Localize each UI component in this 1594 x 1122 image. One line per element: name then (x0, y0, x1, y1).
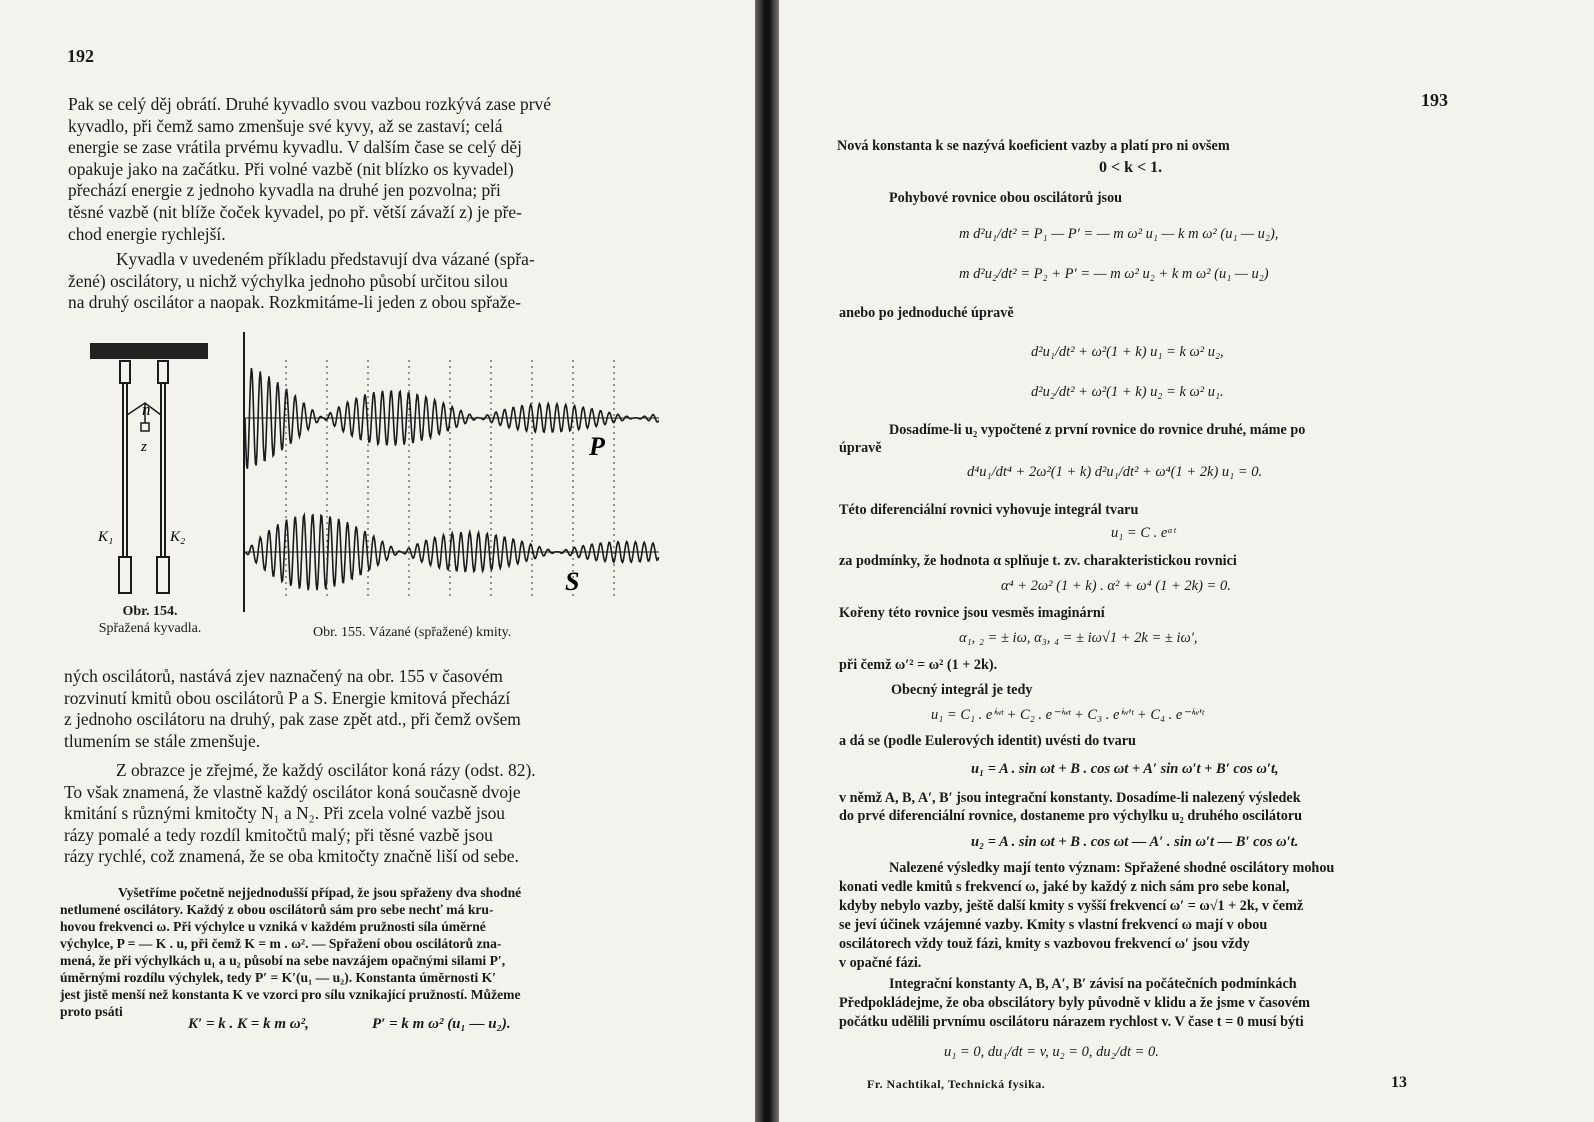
text-line: úpravě (839, 440, 882, 456)
text-line: chod energie rychlejší. (68, 223, 226, 244)
paragraph-initial-conditions (839, 975, 1459, 1032)
paragraph-4 (64, 760, 684, 868)
label-k2: K₂ (170, 529, 186, 545)
text-line: tlumením se stále zmenšuje. (64, 730, 261, 751)
text-line: oscilátorech vždy touž fázi, kmity s vazbovou frekvencí ω′ jsou vždy (839, 936, 1250, 952)
caption-line: Spřažená kyvadla. (98, 621, 202, 636)
footer-author: Fr. Nachtikal, Technická fysika. (867, 1077, 1046, 1091)
text-line: opakuje jako na začátku. Při volné vazbě (nit blízko os kyvadel) (68, 158, 514, 179)
text-line: Dosadíme-li u₂ vypočtené z první rovnice do rovnice druhé, máme po (889, 422, 1306, 438)
oscillation-trace (245, 515, 659, 590)
text-line: To však znamená, že vlastně každý oscilátor koná současně dvoje (64, 781, 521, 802)
small-print-block (60, 884, 684, 1020)
text-line: rozvinutí kmitů obou oscilátorů P a S. Energie kmitová přechází (64, 687, 511, 708)
paragraph-meaning (839, 859, 1459, 973)
paragraph-3 (64, 666, 684, 752)
text-line: rázy pomalé a tedy rozdíl kmitočtů malý; při těsné vazbě jsou (64, 824, 493, 845)
equation-fourth-order: d⁴u₁/dt⁴ + 2ω²(1 + k) d²u₁/dt² + ω⁴(1 + 2k) u₁ = 0. (967, 464, 1263, 480)
dotted-guides (286, 360, 614, 600)
equation-characteristic: α⁴ + 2ω² (1 + k) . α² + ω⁴ (1 + 2k) = 0. (1001, 578, 1231, 594)
equation-reduced-1: d²u₁/dt² + ω²(1 + k) u₁ = k ω² u₂, (1031, 344, 1224, 360)
signature-number: 13 (1391, 1074, 1407, 1091)
text-line: výchylce, P = — K . u, při čemž K = m . ω². — Spřažení obou oscilátorů zna- (60, 936, 502, 951)
text-line: Z obrazce je zřejmé, že každý oscilátor koná rázy (odst. 82). (116, 760, 536, 780)
equation-p-prime: P′ = k m ω² (u₁ — u₂). (372, 1016, 511, 1032)
paragraph-2 (68, 249, 684, 314)
text-line: Pak se celý děj obrátí. Druhé kyvadlo svou vazbou rozkývá zase prvé (68, 94, 551, 114)
label-s: S (565, 567, 580, 596)
text-line: Kořeny této rovnice jsou vesměs imaginární (839, 605, 1105, 621)
text-line: kdyby nebylo vazby, ještě další kmity s vyšší frekvencí ω′ = ω√1 + 2k, v čemž (839, 898, 1304, 914)
label-n: n (142, 400, 151, 419)
equation-integral-form: u₁ = C . eᵅᵗ (1111, 525, 1176, 541)
left-page (0, 0, 755, 1122)
text-line: přechází energie z jednoho kyvadla na druhé jen pozvolna; při (68, 180, 501, 201)
text-line: Této diferenciální rovnici vyhovuje integrál tvaru (839, 502, 1139, 518)
text-line: Kyvadla v uvedeném příkladu představují dva vázané (spřa- (116, 249, 535, 269)
text-line: Pohybové rovnice obou oscilátorů jsou (889, 190, 1123, 206)
coupling-weight (141, 423, 149, 431)
text-line: žené) oscilátory, u nichž výchylka jednoho působí určitou silou (68, 270, 508, 291)
text-line: kyvadlo, při čemž samo zmenšuje své kyvy, až se zastaví; celá (68, 115, 503, 136)
pendulum-2-clamp (158, 361, 168, 383)
equation-k-prime: K′ = k . K = k m ω², (188, 1016, 309, 1032)
pendulum-2-bob (157, 557, 169, 593)
text-line: v němž A, B, A′, B′ jsou integrační konstanty. Dosadíme-li nalezený výsledek (839, 790, 1301, 806)
text-line: konati vedle kmitů s frekvencí ω, jaké by každý z nich sám pro sebe konal, (839, 879, 1290, 895)
text-line: rázy rychlé, což znamená, že se oba kmitočty značně liší od sebe. (64, 846, 519, 867)
text-line: kmitání s různými kmitočty N₁ a N₂. Při zcela volné vazbě jsou (64, 803, 505, 824)
text-line: Vyšetříme početně nejjednodušší případ, že jsou spřaženy dva shodné (118, 885, 522, 900)
label-z: z (141, 439, 147, 455)
text-line: hovou frekvenci ω. Při výchylce u vzniká v každém pružnosti síla úměrné (60, 919, 486, 934)
text-line: těsné vazbě (nit blíže čoček kyvadel, po př. větší závaží z) je pře- (68, 201, 522, 222)
equation-u2: u₂ = A . sin ωt + B . cos ωt — A′ . sin ω′t — B′ cos ω′t. (971, 834, 1299, 850)
text-line: za podmínky, že hodnota α splňuje t. zv. charakteristickou rovnici (839, 553, 1237, 569)
equation-motion-2: m d²u₂/dt² = P₂ + P′ = — m ω² u₂ + k m ω² (u₁ — u₂) (959, 266, 1269, 282)
caption-line: Obr. 154. (122, 604, 178, 619)
page-number-left: 192 (67, 46, 94, 66)
fig-155-caption: Obr. 155. Vázané (spřažené) kmity. (313, 625, 512, 640)
text-line: Nalezené výsledky mají tento význam: Spřažené shodné oscilátory mohou (889, 860, 1335, 876)
text-line: anebo po jednoduché úpravě (839, 305, 1014, 321)
text-line: při čemž ω′² = ω² (1 + 2k). (839, 657, 998, 673)
equation-k-range: 0 < k < 1. (1099, 159, 1163, 176)
text-line: netlumené oscilátory. Každý z obou oscilátorů sám pro sebe nechť má kru- (60, 902, 494, 917)
equation-euler-form: u₁ = A . sin ωt + B . cos ωt + A′ sin ω′t + B′ cos ω′t, (971, 761, 1279, 777)
book-gutter (755, 0, 779, 1122)
equation-motion-1: m d²u₁/dt² = P₁ — P′ = — m ω² u₁ — k m ω² (u₁ — u₂), (959, 226, 1279, 242)
text-line: Obecný integrál je tedy (891, 682, 1033, 698)
text-line: a dá se (podle Eulerových identit) uvésti do tvaru (839, 733, 1136, 749)
label-p: P (589, 432, 605, 461)
text-line: do prvé diferenciální rovnice, dostaneme pro výchylku u₂ druhého oscilátoru (839, 808, 1303, 824)
text-line: ných oscilátorů, nastává zjev naznačený na obr. 155 v časovém (64, 666, 503, 686)
text-line: Nová konstanta k se nazývá koeficient vazby a platí pro ni ovšem (837, 138, 1230, 154)
page-number-right: 193 (1421, 90, 1448, 110)
equation-reduced-2: d²u₂/dt² + ω²(1 + k) u₂ = k ω² u₁. (1031, 384, 1224, 400)
fig-155-coupled-oscillations (237, 330, 667, 615)
right-page (779, 0, 1594, 1122)
equation-general-integral: u₁ = C₁ . eⁱʷᵗ + C₂ . e⁻ⁱʷᵗ + C₃ . eⁱʷ′ᵗ + C₄ . e⁻ⁱʷ′ᵗ (931, 707, 1204, 723)
text-line: v opačné fázi. (839, 955, 922, 971)
text-line: mená, že při výchylkách u₁ a u₂ působí na sebe navzájem opačnými silami P′, (60, 953, 506, 968)
equation-initial-values: u₁ = 0, du₁/dt = v, u₂ = 0, du₂/dt = 0. (944, 1044, 1159, 1060)
pendulum-1-clamp (120, 361, 130, 383)
fig-154-coupled-pendulums (80, 335, 220, 610)
text-line: Předpokládejme, že oba obscilátory byly původně v klidu a že jsme v časovém (839, 995, 1310, 1011)
equation-roots: α₁, ₂ = ± iω, α₃, ₄ = ± iω√1 + 2k = ± iω′, (959, 630, 1198, 646)
ceiling-mount (90, 343, 208, 359)
text-line: proto psáti (60, 1004, 123, 1019)
text-line: se jeví účinek vzájemné vazby. Kmity s vlastní frekvencí ω mají v obou (839, 917, 1268, 933)
text-line: z jednoho oscilátoru na druhý, pak zase zpět atd., při čemž ovšem (64, 709, 521, 730)
text-line: počátku udělili prvnímu oscilátoru nárazem rychlost v. V čase t = 0 musí býti (839, 1014, 1304, 1030)
text-line: energie se zase vrátila prvému kyvadlu. V dalším čase se celý děj (68, 137, 522, 158)
text-line: na druhý oscilátor a naopak. Rozkmitáme-li jeden z obou spřaže- (68, 292, 521, 313)
fig-154-caption (80, 603, 220, 637)
text-line: úměrnými rozdílu výchylek, tedy P′ = K′(u₁ — u₂). Konstanta úměrnosti K′ (60, 970, 497, 985)
text-line: Integrační konstanty A, B, A′, B′ závisí na počátečních podmínkách (889, 976, 1297, 992)
pendulum-1-bob (119, 557, 131, 593)
label-k1: K₁ (98, 529, 114, 545)
text-line: jest jistě menší než konstanta K ve vzorci pro sílu vznikající pružností. Můžeme (60, 987, 521, 1002)
paragraph-1 (68, 94, 684, 245)
oscillation-s (245, 515, 659, 590)
